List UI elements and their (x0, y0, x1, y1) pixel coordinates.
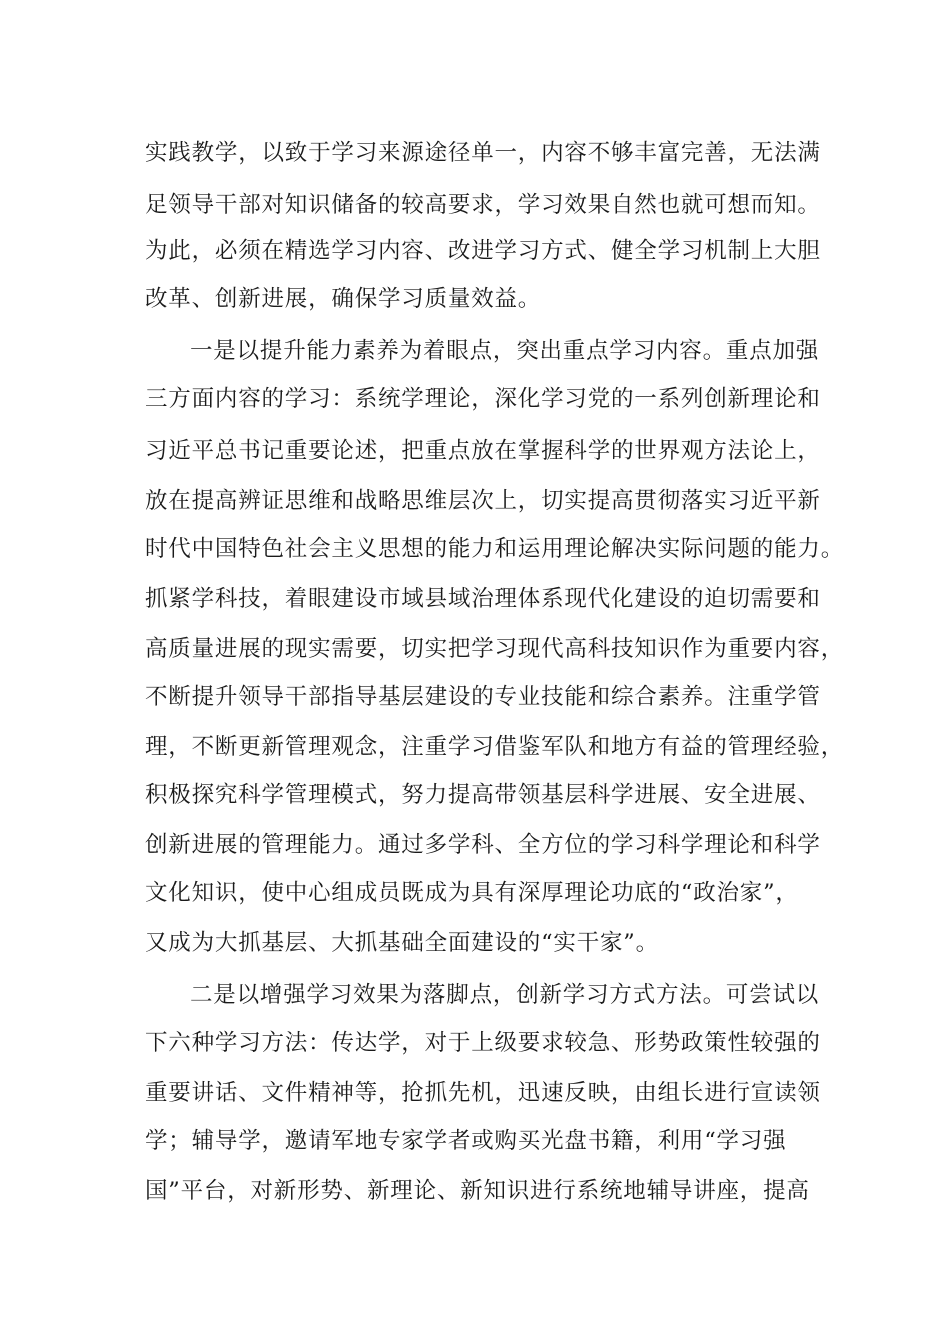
text-line: 放在提高辨证思维和战略思维层次上，切实提高贯彻落实习近平新 (145, 488, 821, 514)
text-line: 理，不断更新管理观念，注重学习借鉴军队和地方有益的管理经验， (145, 734, 845, 760)
text-line: 足领导干部对知识储备的较高要求，学习效果自然也就可想而知。 (145, 192, 821, 218)
text-line: 创新进展的管理能力。通过多学科、全方位的学习科学理论和科学 (145, 832, 821, 858)
text-line: 实践教学，以致于学习来源途径单一，内容不够丰富完善，无法满 (145, 140, 821, 166)
text-line: 国”平台，对新形势、新理论、新知识进行系统地辅导讲座，提高 (145, 1178, 810, 1204)
paragraph-start-line: 一是以提升能力素养为着眼点，突出重点学习内容。重点加强 (190, 338, 820, 364)
text-line: 不断提升领导干部指导基层建设的专业技能和综合素养。注重学管 (145, 684, 821, 710)
paragraph-start-line: 二是以增强学习效果为落脚点，创新学习方式方法。可尝试以 (190, 982, 820, 1008)
text-line: 时代中国特色社会主义思想的能力和运用理论解决实际问题的能力。 (145, 536, 845, 562)
text-line: 抓紧学科技，着眼建设市域县域治理体系现代化建设的迫切需要和 (145, 586, 821, 612)
text-line: 三方面内容的学习：系统学理论，深化学习党的一系列创新理论和 (145, 386, 821, 412)
text-line: 高质量进展的现实需要，切实把学习现代高科技知识作为重要内容， (145, 636, 845, 662)
text-line: 积极探究科学管理模式，努力提高带领基层科学进展、安全进展、 (145, 782, 821, 808)
text-line: 重要讲话、文件精神等，抢抓先机，迅速反映，由组长进行宣读领 (145, 1080, 821, 1106)
text-line: 习近平总书记重要论述，把重点放在掌握科学的世界观方法论上， (145, 438, 821, 464)
text-line: 又成为大抓基层、大抓基础全面建设的“实干家”。 (145, 930, 659, 956)
text-line: 文化知识，使中心组成员既成为具有深厚理论功底的“政治家”， (145, 880, 799, 906)
text-line: 改革、创新进展，确保学习质量效益。 (145, 286, 542, 312)
text-line: 学；辅导学，邀请军地专家学者或购买光盘书籍，利用“学习强 (145, 1128, 787, 1154)
text-line: 下六种学习方法：传达学，对于上级要求较急、形势政策性较强的 (145, 1030, 821, 1056)
text-line: 为此，必须在精选学习内容、改进学习方式、健全学习机制上大胆 (145, 238, 821, 264)
